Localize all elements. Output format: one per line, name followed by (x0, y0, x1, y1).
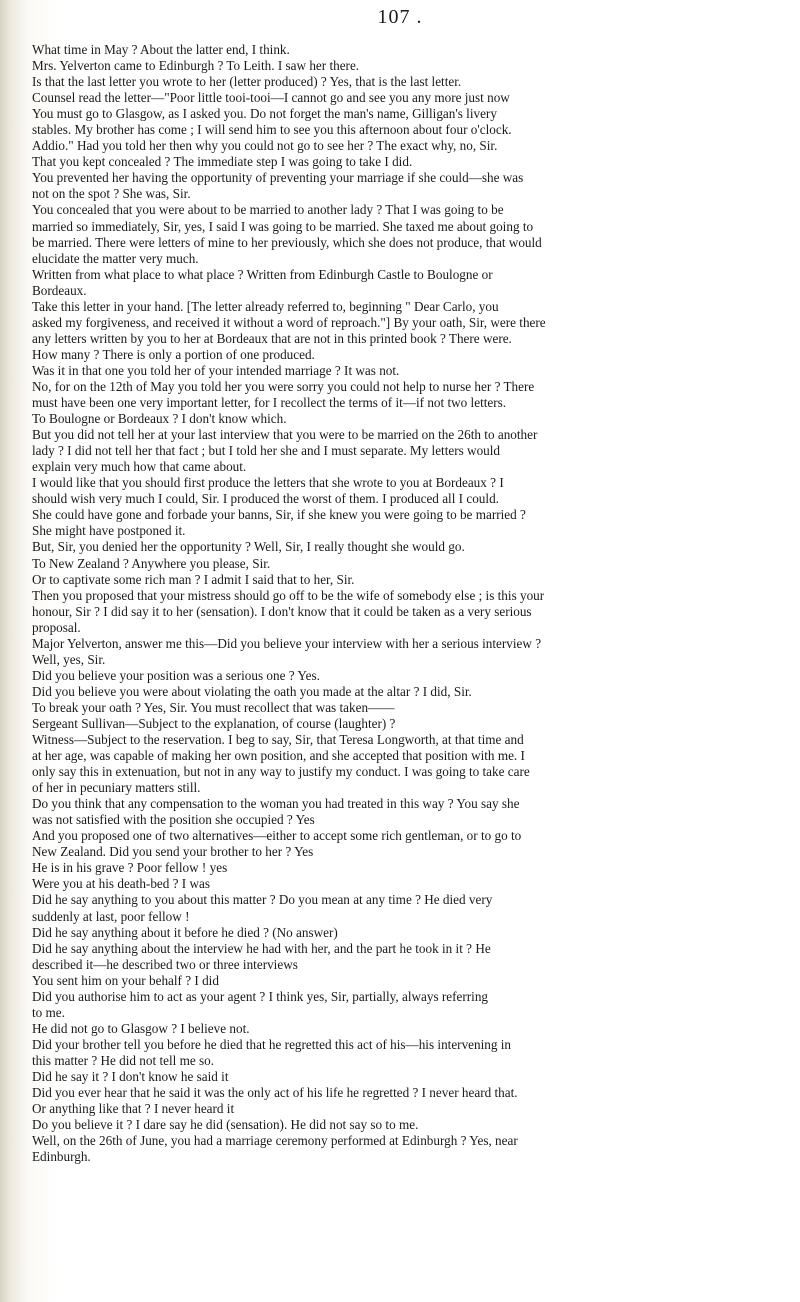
text-line: You concealed that you were about to be married to another lady ? That I was going to be (32, 202, 504, 218)
text-line: asked my forgiveness, and received it without a word of reproach."] By your oath, Sir, were there (32, 314, 546, 330)
text-line: No, for on the 12th of May you told her you were sorry you could not help to nurse her ? There (32, 378, 535, 394)
text-line: What time in May ? About the latter end, I think. (32, 42, 290, 57)
text-line: Did you authorise him to act as your agent ? I think yes, Sir, partially, always referring (32, 988, 489, 1004)
text-line: Mrs. Yelverton came to Edinburgh ? To Leith. I saw her there. (32, 58, 360, 74)
text-line: Well, yes, Sir. (32, 651, 106, 667)
text-line: He is in his grave ? Poor fellow ! yes (32, 860, 228, 876)
page-number: 107 . (377, 6, 423, 28)
text-line: Addio." Had you told her then why you could not go to see her ? The exact why, no, Sir. (32, 138, 498, 154)
text-line: To break your oath ? Yes, Sir. You must recollect that was taken—— (32, 699, 395, 715)
text-line: described it—he described two or three interviews (32, 956, 298, 972)
text-line: Did he say anything about it before he died ? (No answer) (32, 924, 338, 940)
text-line: Did you believe you were about violating the oath you made at the altar ? I did, Sir. (32, 683, 472, 699)
text-line: only say this in extenuation, but not in any way to justify my conduct. I was going to take care (32, 764, 530, 780)
text-line: To Boulogne or Bordeaux ? I don't know which. (32, 411, 287, 427)
text-line: Did you ever hear that he said it was the only act of his life he regretted ? I never heard that. (32, 1085, 518, 1101)
text-line: Do you believe it ? I dare say he did (sensation). He did not say so to me. (32, 1117, 419, 1133)
text-line: Written from what place to what place ? Written from Edinburgh Castle to Boulogne or (32, 266, 493, 282)
text-line: She might have postponed it. (32, 523, 186, 539)
text-line: honour, Sir ? I did say it to her (sensation). I don't know that it could be taken as a very serious (32, 603, 532, 619)
text-line: Do you think that any compensation to the woman you had treated in this way ? You say she (32, 796, 520, 812)
text-line: You sent him on your behalf ? I did (32, 972, 219, 988)
text-line: this matter ? He did not tell me so. (32, 1052, 215, 1068)
text-line: lady ? I did not tell her that fact ; but I told her she and I must separate. My letters would (32, 443, 501, 459)
text-line: But you did not tell her at your last interview that you were to be married on the 26th to another (32, 427, 538, 443)
text-line: not on the spot ? She was, Sir. (32, 186, 191, 202)
text-line: I would like that you should first produce the letters that she wrote to you at Bordeaux ? I (32, 475, 504, 491)
text-line: He did not go to Glasgow ? I believe not. (32, 1020, 250, 1036)
text-line: Edinburgh. (32, 1149, 91, 1165)
text-line: proposal. (32, 619, 81, 635)
text-line: Sergeant Sullivan—Subject to the explanation, of course (laughter) ? (32, 715, 396, 731)
text-line: Bordeaux. (32, 282, 87, 298)
text-line: Witness—Subject to the reservation. I beg to say, Sir, that Teresa Longworth, at that time and (32, 732, 524, 748)
text-line: She could have gone and forbade your banns, Sir, if she knew you were going to be married ? (32, 507, 526, 523)
text-line: Take this letter in your hand. [The letter already referred to, beginning " Dear Carlo, you (32, 298, 499, 314)
text-line: married so immediately, Sir, yes, I said I was going to be married. She taxed me about going to (32, 218, 534, 234)
text-line: Counsel read the letter—"Poor little tooi-tooi—I cannot go and see you any more just now (32, 90, 510, 106)
transcript-body (32, 42, 794, 1165)
text-line: Well, on the 26th of June, you had a marriage ceremony performed at Edinburgh ? Yes, near (32, 1133, 518, 1149)
text-line: Did you believe your position was a serious one ? Yes. (32, 667, 320, 683)
text-line: explain very much how that came about. (32, 459, 247, 475)
text-line: Or anything like that ? I never heard it (32, 1101, 235, 1117)
text-line: And you proposed one of two alternatives—either to accept some rich gentleman, or to go to (32, 828, 522, 844)
text-line: Is that the last letter you wrote to her (letter produced) ? Yes, that is the last letter. (32, 74, 462, 90)
text-line: suddenly at last, poor fellow ! (32, 908, 190, 924)
text-line: That you kept concealed ? The immediate step I was going to take I did. (32, 154, 413, 170)
text-line: at her age, was capable of making her own position, and she accepted that position with me. I (32, 748, 525, 764)
text-line: But, Sir, you denied her the opportunity ? Well, Sir, I really thought she would go. (32, 539, 465, 555)
text-line: Was it in that one you told her of your intended marriage ? It was not. (32, 362, 400, 378)
text-line: be married. There were letters of mine to her previously, which she does not produce, that would (32, 234, 542, 250)
text-line: Major Yelverton, answer me this—Did you believe your interview with her a serious interview ? (32, 635, 542, 651)
text-line: stables. My brother has come ; I will send him to see you this afternoon about four o'clock. (32, 122, 512, 138)
text-line: Did he say anything to you about this matter ? Do you mean at any time ? He died very (32, 892, 493, 908)
text-line: should wish very much I could, Sir. I produced the worst of them. I produced all I could. (32, 491, 499, 507)
text-line: You must go to Glasgow, as I asked you. Do not forget the man's name, Gilligan's livery (32, 106, 497, 122)
text-line: elucidate the matter very much. (32, 250, 199, 266)
text-line: You prevented her having the opportunity of preventing your marriage if she could—she was (32, 170, 524, 186)
text-line: Did your brother tell you before he died that he regretted this act of his—his intervening in (32, 1036, 512, 1052)
text-line: any letters written by you to her at Bordeaux that are not in this printed book ? There were. (32, 330, 512, 346)
text-line: Or to captivate some rich man ? I admit I said that to her, Sir. (32, 571, 355, 587)
text-line: of her in pecuniary matters still. (32, 780, 201, 796)
text-line: To New Zealand ? Anywhere you please, Sir. (32, 555, 271, 571)
text-line: Did he say anything about the interview he had with her, and the part he took in it ? He (32, 940, 491, 956)
text-line: Then you proposed that your mistress should go off to be the wife of somebody else ; is this your (32, 587, 545, 603)
text-line: to me. (32, 1004, 65, 1020)
text-line: Did he say it ? I don't know he said it (32, 1069, 229, 1084)
text-line: How many ? There is only a portion of one produced. (32, 346, 315, 362)
text-line: New Zealand. Did you send your brother to her ? Yes (32, 844, 314, 860)
text-line: must have been one very important letter, for I recollect the terms of it—if not two letters. (32, 395, 507, 411)
text-line: was not satisfied with the position she occupied ? Yes (32, 812, 315, 828)
text-line: Were you at his death-bed ? I was (32, 876, 210, 892)
